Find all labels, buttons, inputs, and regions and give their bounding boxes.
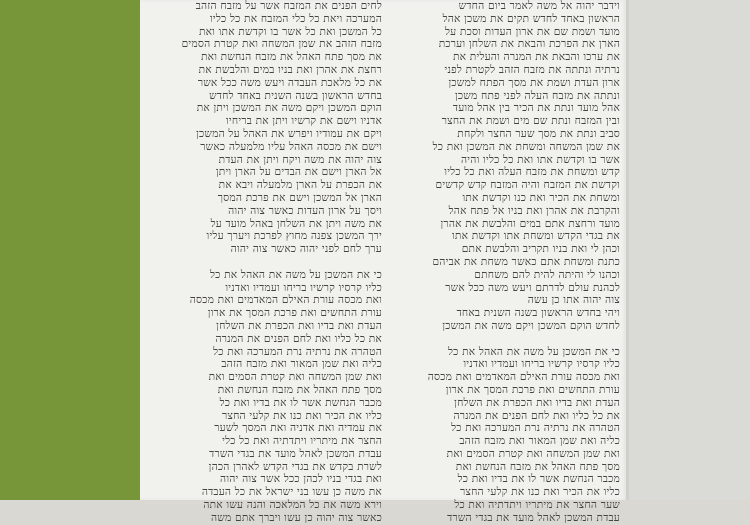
text-line: קדש ומשחת את מזבח העלה ואת כל כליו [444,166,620,179]
text-line: כליו קרסיו קרשיו בריחו ועמדיו ואדניו [463,358,620,371]
text-line: כליו את הכיר ואת כנו את קלעי החצר [221,409,382,422]
text-line [388,333,620,346]
text-line: כליו קרסיו קרשיו בריחו ועמדיו ואדניו [225,281,382,294]
text-line: והקרבת את אהרן ואת בניו אל פתח אהל [448,204,620,217]
text-line: את כל מלאכת העבדה ויעש משה ככל אשר [197,76,382,89]
text-line: וכהן לי ואת בניו תקריב והלבשת אתם [461,243,620,256]
text-column-right [388,0,620,524]
text-line: אדניו וישם את קרשיו ויתן את בריחיו [226,115,382,128]
text-line: את משה כן עשו בני ישראל את כל העבדה [201,486,382,499]
text-line: ובין המזבח ונתת שם מים ושמת את החצר [441,115,620,128]
text-line: מסך פתח האהל את מזבח הנחשת ואת [455,460,620,473]
text-line: כליה ואת שמן המאור ואת מזבח הזהב [459,435,620,448]
text-line: עורת התחשים ואת פרכת המסך את ארון [445,383,620,396]
text-line: את ערכו והבאת את המנרה והעלית את [453,51,620,64]
text-line: ויסך על ארון העדות כאשר צוה יהוה [228,204,382,217]
text-line: ויקם את עמודיו ויפרש את האהל על המשכן [196,127,382,140]
text-line: לחדש הוקם המשכן ויקם משה את המשכן [442,319,620,332]
text-line: ויהי בחדש הראשון בשנה השנית באחד [456,307,620,320]
text-line: ואת מכסה עורת האילם המאדמים ואת מכסה [189,294,382,307]
parchment-edge [626,0,629,500]
text-line: ערך לחם לפני יהוה כאשר צוה יהוה [230,243,382,256]
text-line: ארון העדת ושמת את מסך הפתח למשכן [448,76,620,89]
green-backdrop [0,0,140,500]
text-line: החצר את מיתריו ויתדתיה ואת כל כלי [222,435,382,448]
text-column-left [152,0,382,524]
text-line: וישם את מכסה האהל עליו מלמעלה כאשר [200,140,382,153]
text-line: את בגדי הקדש ומשחת אתו וקדשת אתו [452,230,620,243]
text-line: אל הארן וישם את הבדים על הארן ויתן [215,166,382,179]
text-line: כל המשכן ואת כל אשר בו וקדשת אתו ואת [198,25,382,38]
text-line: וידבר יהוה אל משה לאמר ביום החדש [458,0,620,12]
text-line: את מסך פתח האהל את מזבח הנחשת ואת [200,51,382,64]
text-line: הוקם המשכן ויקם משה את המשכן ויתן את [196,102,382,115]
text-line: ואת שמן המשחה ואת קטרת הסמים ואת [208,371,382,384]
text-line: ומשחת את הכיר ואת כנו וקדשת אתו [462,191,620,204]
text-line: עבדת המשכן לאהל מועד את בגדי השרד [447,511,620,524]
text-line: לחים הפנים את המזבח אשר על מזבח הזהב [195,0,382,12]
text-line: מכבר הנחשת אשר לו את בדיו ואת כל [457,473,620,486]
text-line: צוה יהוה אתו כן עשה [527,294,620,307]
text-line: וכהנו לי והיתה להית להם משחתם [474,268,620,281]
text-line: מסך פתח האהל את מזבח הנחשת ואת [217,383,382,396]
text-line: סביב ונתת את מסך שער החצר ולקחת [457,127,620,140]
text-line: מזבח הזהב את שמן המשחה ואת קטרת הסמים [181,38,382,51]
gray-margin [626,0,750,500]
text-line: כי את המשכן על משה את האהל את כל [448,345,620,358]
text-line: רחצת את אהרן ואת בניו במים והלבשת את [198,63,382,76]
text-line: את כל כליו ואת לחם הפנים את המנרה [453,409,620,422]
text-line: כתנת ומשחת אתם כאשר משחת את אביהם [432,255,620,268]
text-line: אהל מועד ונתת את הכיר בין אהל מועד [452,102,620,115]
text-line: כליה ואת שמן המאור ואת מזבח הזהב [221,358,382,371]
text-line: עבדת המשכן לאהל מועד את בגדי השרד [209,447,382,460]
text-line: וקדשת את המזבח והיה המזבח קדש קדשים [435,179,620,192]
text-line: שער החצר את מיתריו ויתדתיה ואת כל [454,499,620,512]
text-line: כי את המשכן על משה את האהל את כל [210,268,382,281]
text-line: הארן אל המשכן וישם את פרכת המסך [217,191,382,204]
text-line: את משה ויתן את השלחן באהל מועד על [210,217,382,230]
text-line: הראשון באחד לחדש תקים את משכן אהל [442,12,620,25]
text-line: את הכפרת על הארן מלמעלה ויבא את [218,179,382,192]
text-line: כליו את הכיר ואת כנו את קלעי החצר [459,486,620,499]
text-line: מכבר הנחשת אשר לו את בדיו ואת כל [219,396,382,409]
text-line: הארן את הפרכת והבאת את השלחן וערכת [438,38,620,51]
text-line: העדת ואת בדיו ואת הכפרת את השלחן [216,319,382,332]
text-line: נרתיה ונתתה את מזבח הזהב לקטרת לפני [444,63,620,76]
text-line: עורת התחשים ואת פרכת המסך את ארון [207,307,382,320]
text-line: מועד ורחצת אתם במים והלבשת את אהרן [440,217,620,230]
text-line: את כל כליו ואת לחם הפנים את המנרה [215,332,382,345]
text-line: לכהנת עולם לדרתם ויעש משה ככל אשר [445,281,620,294]
text-line: לשרת בקדש את בגדי הקדש לאהרן הכהן [208,460,382,473]
text-line: ואת מכסה עורת האילם המאדמים ואת מכסה [427,371,620,384]
text-line [152,256,382,269]
text-line: ונתתה את מזבח העלה לפני פתח משכן [454,89,620,102]
text-line: העדת ואת בדיו ואת הכפרת את השלחן [454,396,620,409]
text-line: אשר בו וקדשת אתו ואת כל כליו והיה [461,153,620,166]
text-line: בחדש הראשון בשנה השנית באחד לחדש [209,89,382,102]
text-line: המערכה ויאת כל כלי המזבח את כל כליו [209,12,382,25]
text-line: ואת בגדי בניו לכהן ככל אשר צוה יהוה [220,473,382,486]
text-line: את עמדיה ואת אדניה ואת המסך לשער [214,422,382,435]
text-line: הטהרה את נרתיה נרת המערכה ואת כל [213,345,382,358]
text-line: וירא משה את כל המלאכה והנה עשו אתה [203,499,382,512]
text-line: צוה יהוה את משה ויקח ויתן את העדת [218,153,382,166]
text-line: את שמן המשחה ומשחת את המשכן ואת כל [432,140,620,153]
text-line: מועד ושמת שם את ארון העדות וסכת על [445,25,620,38]
text-line: כאשר צוה יהוה כן עשו ויברך אתם משה [210,511,382,524]
text-line: ואת שמן המשחה ואת קטרת הסמים ואת [446,447,620,460]
text-line: הטהרה את נרתיה נרת המערכה ואת כל [451,422,620,435]
text-line: ירך המשכן צפנה מחוץ לפרכת ויערך עליו [206,230,382,243]
